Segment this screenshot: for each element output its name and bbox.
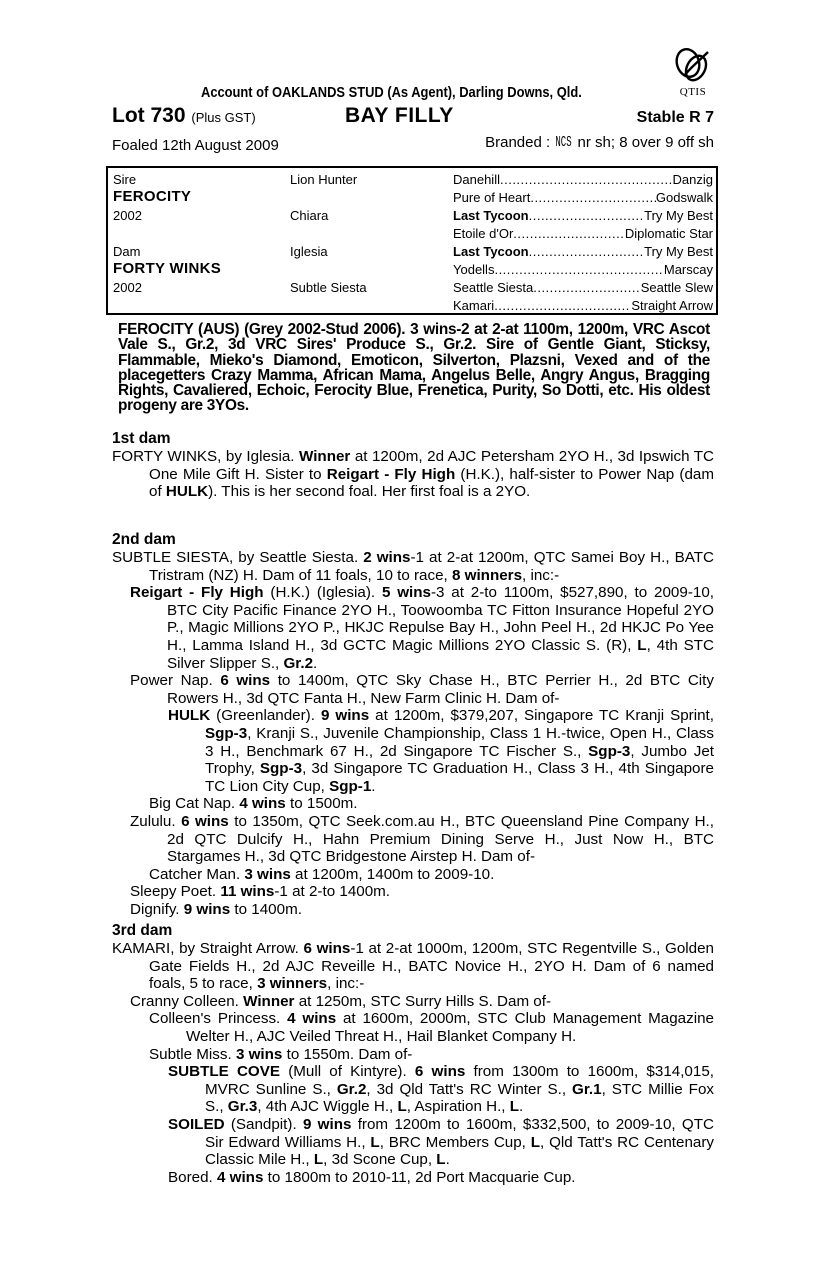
sire-label: Sire bbox=[113, 172, 137, 187]
sire-sire: Lion Hunter bbox=[290, 172, 358, 187]
pedigree-ancestor-row bbox=[453, 208, 713, 223]
leader-dots bbox=[494, 298, 631, 313]
leader-dots bbox=[529, 208, 645, 223]
ancestor-name: Last Tycoon bbox=[453, 244, 529, 259]
ancestor-name: Kamari bbox=[453, 298, 495, 313]
section-heading: 3rd dam bbox=[112, 922, 173, 939]
ancestor-sire: Danzig bbox=[672, 172, 713, 187]
second-dam-section bbox=[112, 531, 714, 918]
leader-dots bbox=[513, 226, 625, 241]
logo-text: QTIS bbox=[679, 86, 707, 98]
pedigree-ancestor-row bbox=[453, 262, 713, 277]
ancestor-sire: Diplomatic Star bbox=[624, 226, 713, 241]
section-heading: 1st dam bbox=[112, 430, 171, 447]
pedigree-ancestor-row bbox=[453, 190, 713, 205]
ancestor-name: Seattle Siesta bbox=[453, 280, 534, 295]
qtis-logo bbox=[670, 46, 716, 104]
pedigree-paragraph: Power Nap. 6 wins to 1400m, QTC Sky Chase H., BTC Perrier H., 2d BTC City Rowers H., 3d QTC Fanta H., New Farm Clinic H. Dam of- bbox=[130, 672, 714, 707]
dam-dam: Subtle Siesta bbox=[290, 280, 367, 295]
pedigree-ancestor-row bbox=[453, 280, 713, 295]
dam-name: FORTY WINKS bbox=[113, 260, 222, 277]
stable-number: Stable R 7 bbox=[636, 109, 714, 126]
leader-dots bbox=[529, 244, 645, 259]
pedigree-paragraph: SUBTLE COVE (Mull of Kintyre). 6 wins from 1300m to 1600m, $314,015, MVRC Sunline S., Gr.2, 3d Qld Tatt's RC Winter S., Gr.1, STC Millie Fox S., Gr.3, 4th AJC Wiggle H., L, Aspiration H., L. bbox=[168, 1063, 714, 1116]
lot-note: (Plus GST) bbox=[191, 110, 256, 125]
brand-info bbox=[485, 134, 714, 151]
ancestor-sire: Seattle Slew bbox=[640, 280, 713, 295]
ancestor-sire: Try My Best bbox=[644, 244, 713, 259]
ancestor-sire: Marscay bbox=[663, 262, 713, 277]
pedigree-paragraph: FORTY WINKS, by Iglesia. Winner at 1200m, 2d AJC Petersham 2YO H., 3d Ipswich TC One Mile Gift H. Sister to Reigart - Fly High (H.K.), half-sister to Power Nap (dam of HULK). This is her second foal. Her first foal is a 2YO. bbox=[112, 448, 714, 501]
ancestor-sire: Godswalk bbox=[655, 190, 713, 205]
leader-dots bbox=[500, 172, 673, 187]
pedigree-ancestor-row bbox=[453, 172, 713, 187]
leader-dots bbox=[494, 262, 663, 277]
foaling-date: Foaled 12th August 2009 bbox=[112, 137, 279, 154]
first-dam-section bbox=[112, 430, 714, 501]
third-dam-section bbox=[112, 922, 714, 1186]
ancestor-name: Last Tycoon bbox=[453, 208, 529, 223]
pedigree-paragraph: Cranny Colleen. Winner at 1250m, STC Surry Hills S. Dam of- bbox=[130, 992, 552, 1010]
pedigree-paragraph: Colleen's Princess. 4 wins at 1600m, 2000m, STC Club Management Magazine Welter H., AJC Veiled Threat H., Hail Blanket Company H. bbox=[149, 1010, 714, 1045]
section-heading: 2nd dam bbox=[112, 531, 176, 548]
pedigree-paragraph: Dignify. 9 wins to 1400m. bbox=[130, 900, 302, 918]
ancestor-sire: Straight Arrow bbox=[631, 298, 713, 313]
ancestor-name: Yodells bbox=[453, 262, 495, 277]
ancestor-name: Pure of Heart bbox=[453, 190, 531, 205]
pedigree-ancestor-row bbox=[453, 244, 713, 259]
leader-dots bbox=[533, 280, 641, 295]
sire-summary: FEROCITY (AUS) (Grey 2002-Stud 2006). 3 wins-2 at 2-at 1100m, 1200m, VRC Ascot Vale S., Gr.2, 3d VRC Sires' Produce S., Gr.2. Sire of Gentle Giant, Sticksy, Flammable, Mieko's Diamond, Emoticon, Silverton, Plazsni, Vexed and of the placegetters Crazy Mamma, African Mama, Angelus Belle, Angry Angus, Bragging Rights, Cavaliered, Echoic, Ferocity Blue, Frenetica, Purity, So Dotti, etc. His oldest progeny are 3YOs. bbox=[118, 321, 710, 415]
lot-number bbox=[112, 104, 256, 128]
pedigree-paragraph: Big Cat Nap. 4 wins to 1500m. bbox=[149, 795, 358, 813]
vendor-account: Account of OAKLANDS STUD (As Agent), Darling Downs, Qld. bbox=[201, 84, 582, 101]
sire-name: FEROCITY bbox=[113, 188, 192, 205]
pedigree-paragraph: SUBTLE SIESTA, by Seattle Siesta. 2 wins-1 at 2-at 1200m, QTC Samei Boy H., BATC Tristram (NZ) H. Dam of 11 foals, 10 to race, 8 winners, inc:- bbox=[112, 549, 714, 584]
pedigree-paragraph: Catcher Man. 3 wins at 1200m, 1400m to 2009-10. bbox=[149, 865, 495, 883]
pedigree-ancestor-row bbox=[453, 226, 713, 241]
branded-detail: nr sh; 8 over 9 off sh bbox=[577, 134, 714, 151]
dam-label: Dam bbox=[113, 244, 141, 259]
lot-label: Lot 730 bbox=[112, 104, 186, 127]
brand-mark: NCS bbox=[555, 134, 572, 151]
ancestor-name: Etoile d'Or bbox=[453, 226, 514, 241]
pedigree-paragraph: Reigart - Fly High (H.K.) (Iglesia). 5 wins-3 at 2-to 1100m, $527,890, to 2009-10, BTC City Pacific Finance 2YO H., Toowoomba TC Fitton Insurance Hopeful 2YO P., Magic Millions 2YO P., HKJC Repulse Bay H., John Peel H., 2d HKJC Po Yee H., Lamma Island H., 3d GCTC Magic Millions 2YO Classic S. (R), L, 4th STC Silver Slipper S., Gr.2. bbox=[130, 584, 714, 672]
sire-dam: Chiara bbox=[290, 208, 329, 223]
ancestor-name: Danehill bbox=[453, 172, 500, 187]
dam-year: 2002 bbox=[113, 280, 142, 295]
pedigree-paragraph: SOILED (Sandpit). 9 wins from 1200m to 1600m, $332,500, to 2009-10, QTC Sir Edward Williams H., L, BRC Members Cup, L, Qld Tatt's RC Centenary Classic Mile H., L, 3d Scone Cup, L. bbox=[168, 1115, 715, 1169]
branded-label: Branded : bbox=[485, 134, 551, 151]
pedigree-ancestor-row bbox=[453, 298, 713, 313]
sire-year: 2002 bbox=[113, 208, 142, 223]
pedigree-paragraph: Subtle Miss. 3 wins to 1550m. Dam of- bbox=[149, 1045, 413, 1063]
pedigree-paragraph: KAMARI, by Straight Arrow. 6 wins-1 at 2-at 1000m, 1200m, STC Regentville S., Golden Gate Fields H., 2d AJC Reveille H., BATC Novice H., 2YO H. Dam of 6 named foals, 5 to race, 3 winners, inc:- bbox=[112, 940, 714, 993]
leader-dots bbox=[530, 190, 656, 205]
ancestor-sire: Try My Best bbox=[644, 208, 713, 223]
pedigree-table bbox=[106, 166, 718, 315]
pedigree-paragraph: Sleepy Poet. 11 wins-1 at 2-to 1400m. bbox=[130, 883, 391, 901]
dam-sire: Iglesia bbox=[290, 244, 328, 259]
pedigree-paragraph: HULK (Greenlander). 9 wins at 1200m, $379,207, Singapore TC Kranji Sprint, Sgp-3, Kranji S., Juvenile Championship, Class 1 H.-twice, Open H., Class 3 H., Benchmark 67 H., 2d Singapore TC Fischer S., Sgp-3, Jumbo Jet Trophy, Sgp-3, 3d Singapore TC Graduation H., Class 3 H., 4th Singapore TC Lion City Cup, Sgp-1. bbox=[168, 707, 714, 795]
horse-description: BAY FILLY bbox=[345, 104, 454, 127]
qtis-logo-icon bbox=[670, 46, 716, 86]
pedigree-paragraph: Bored. 4 wins to 1800m to 2010-11, 2d Port Macquarie Cup. bbox=[168, 1168, 576, 1186]
pedigree-paragraph: Zululu. 6 wins to 1350m, QTC Seek.com.au H., BTC Queensland Pine Company H., 2d QTC Dulcify H., Hahn Premium Dining Serve H., Just Now H., BTC Stargames H., 3d QTC Bridgestone Airstep H. Dam of- bbox=[130, 812, 714, 866]
